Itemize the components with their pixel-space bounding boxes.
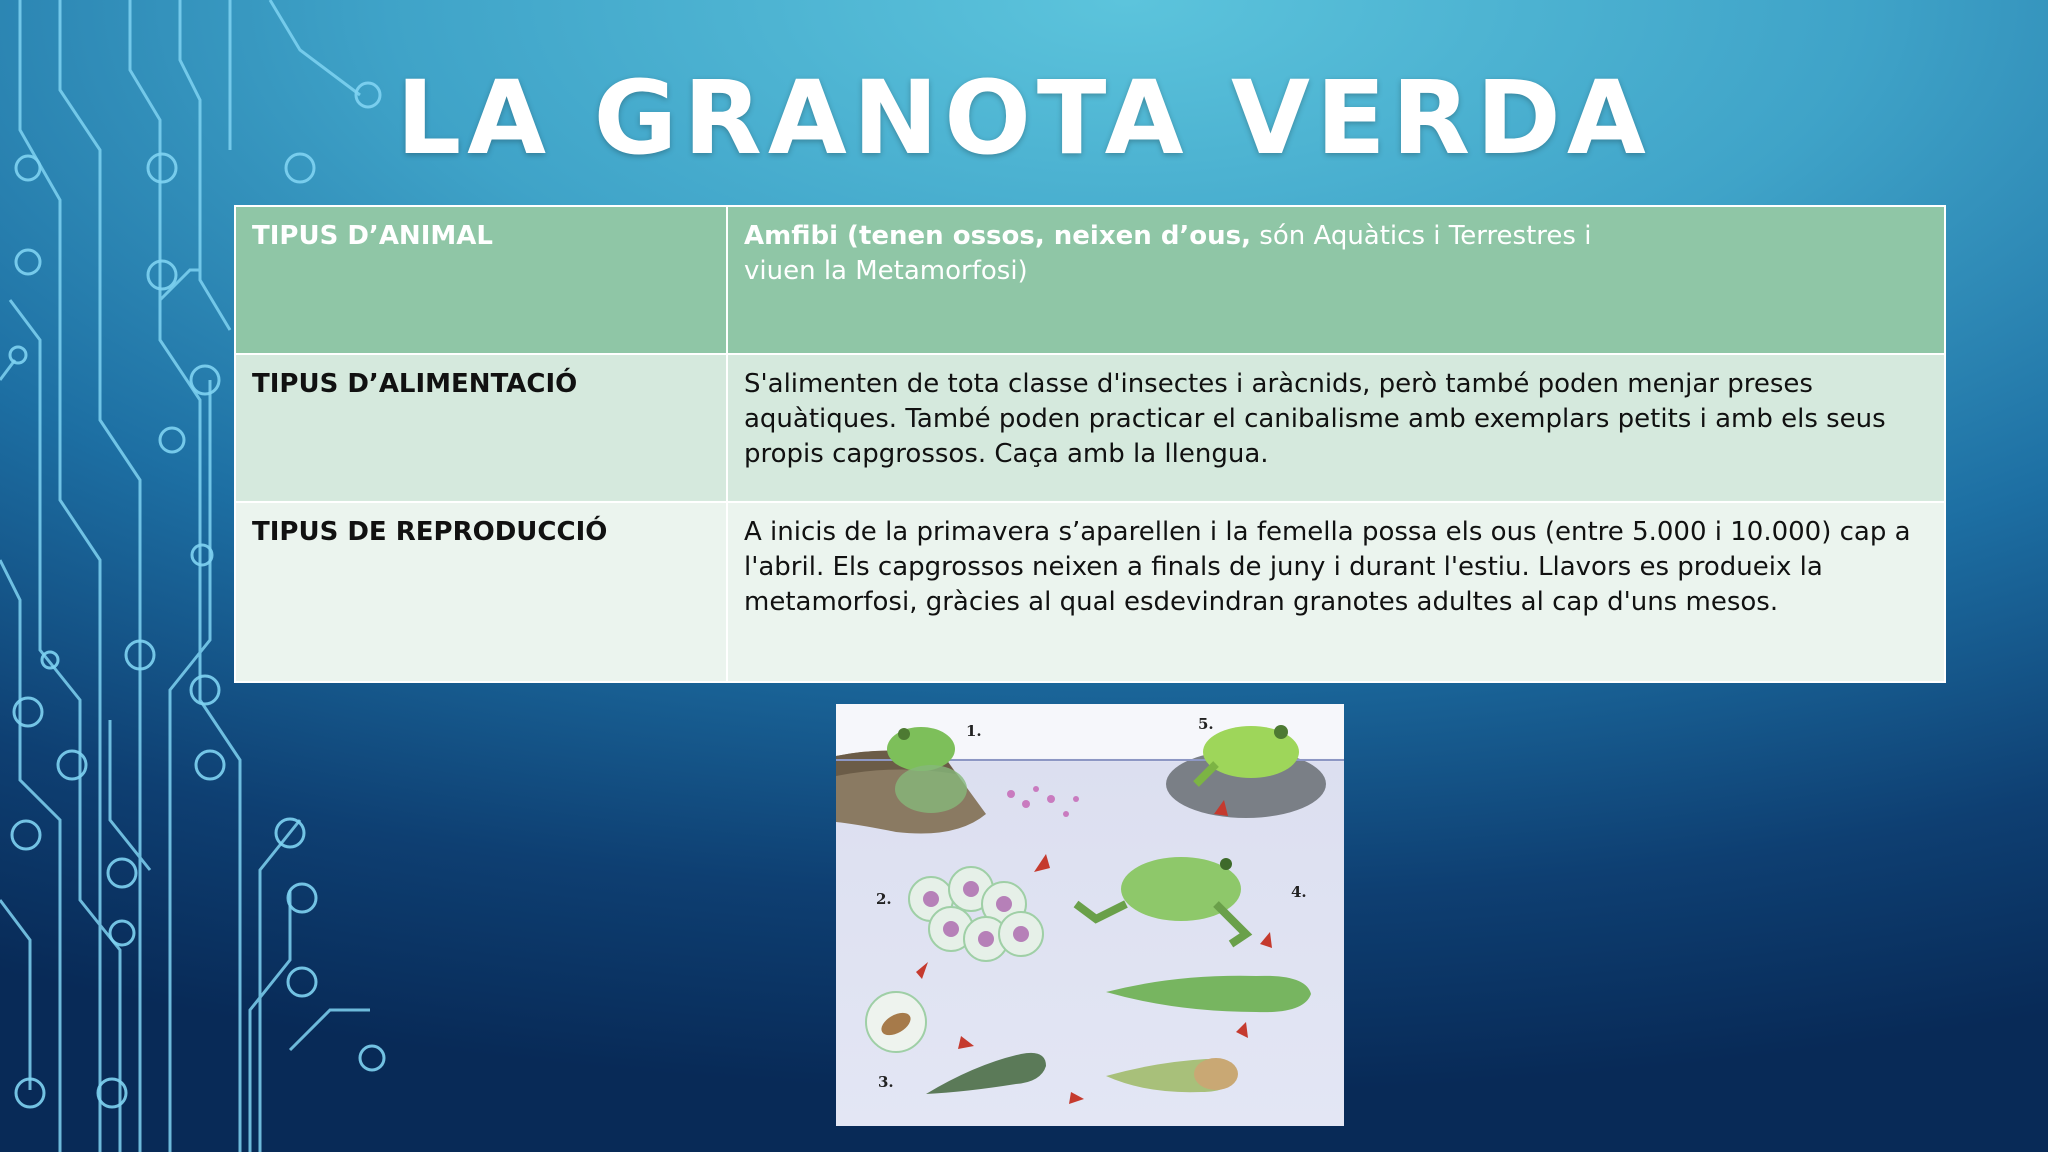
animal-type-bold: Amfibi (tenen ossos, neixen d’ous, [744, 221, 1252, 251]
row-label-animal-type: TIPUS D’ANIMAL [235, 206, 727, 354]
animal-type-line2: viuen la Metamorfosi) [744, 256, 1028, 286]
step-label-2: 2. [876, 890, 892, 908]
table-row [235, 502, 1945, 682]
info-table [234, 205, 1946, 683]
step-label-5: 5. [1198, 715, 1214, 733]
page-title: LA GRANOTA VERDA [396, 59, 1652, 178]
table-row [235, 354, 1945, 502]
row-value-animal-type [727, 206, 1945, 354]
frog-life-cycle-image [836, 704, 1344, 1126]
animal-type-rest: són Aquàtics i Terrestres i [1251, 221, 1592, 251]
row-value-feeding: S'alimenten de tota classe d'insectes i aràcnids, però també poden menjar preses aquàtiques. També poden practicar el canibalisme amb exemplars petits i amb els seus propis capgrossos. Caça amb la llengua. [727, 354, 1945, 502]
row-label-reproduction: TIPUS DE REPRODUCCIÓ [235, 502, 727, 682]
step-label-4: 4. [1291, 883, 1307, 901]
step-label-1: 1. [966, 722, 982, 740]
table-row [235, 206, 1945, 354]
row-value-reproduction: A inicis de la primavera s’aparellen i la femella possa els ous (entre 5.000 i 10.000) cap a l'abril. Els capgrossos neixen a finals de juny i durant l'estiu. Llavors es produeix la metamorfosi, gràcies al qual esdevindran granotes adultes al cap d'uns mesos. [727, 502, 1945, 682]
row-label-feeding: TIPUS D’ALIMENTACIÓ [235, 354, 727, 502]
step-label-3: 3. [878, 1073, 894, 1091]
